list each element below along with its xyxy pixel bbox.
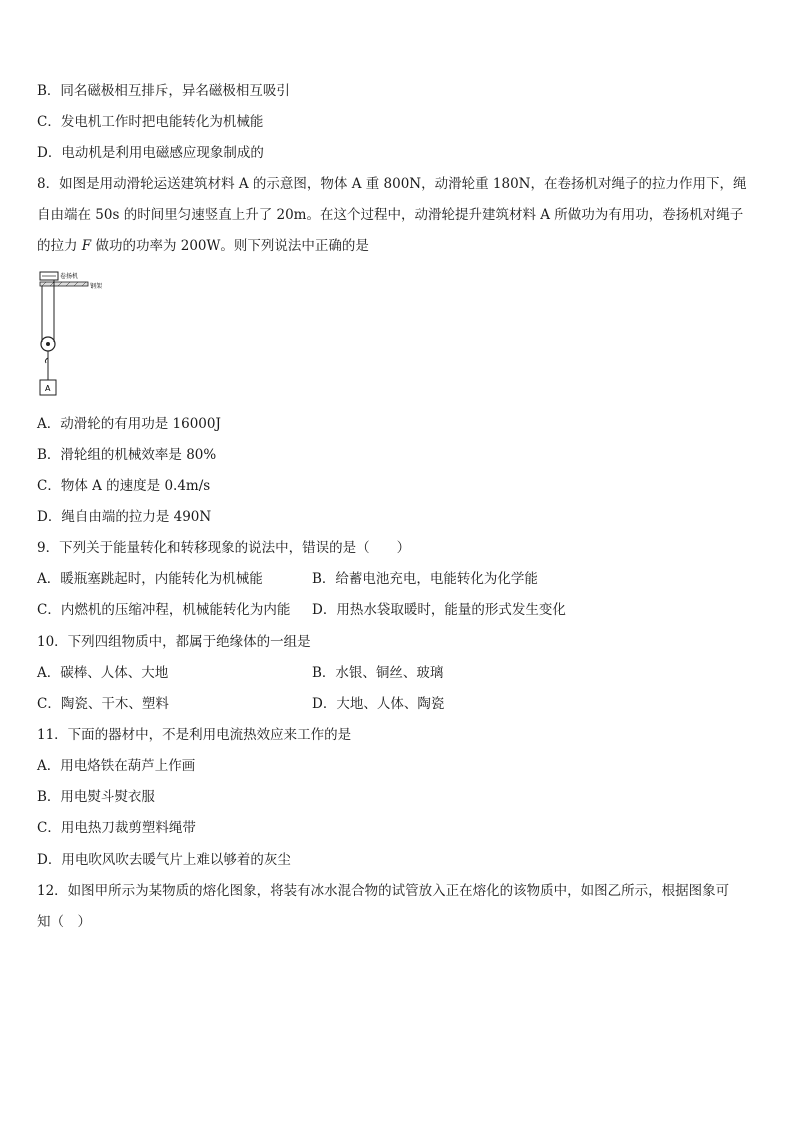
q8-option-c: C．物体 A 的速度是 0.4m/s [37,478,211,494]
q10-option-d: D．大地、人体、陶瓷 [312,696,445,712]
q8-stem-line-3 [37,236,369,256]
winch-label: 卷扬机 [60,273,79,280]
q9-option-d: D．用热水袋取暖时，能量的形式发生变化 [312,602,566,618]
q8-stem-line-1: 8．如图是用动滑轮运送建筑材料 A 的示意图，物体 A 重 800N，动滑轮重 180N，在卷扬机对绳子的拉力作用下，绳 [37,176,747,192]
q9-option-c: C．内燃机的压缩冲程，机械能转化为内能 [37,602,291,618]
q10-option-b: B．水银、铜丝、玻璃 [312,665,444,681]
q8-stem-line-3-a: 的拉力 [37,238,82,254]
q9-option-a: A．暖瓶塞跳起时，内能转化为机械能 [37,571,263,587]
q12-stem-line-1: 12．如图甲所示为某物质的熔化图象，将装有冰水混合物的试管放入正在熔化的该物质中，如图乙所示，根据图象可 [37,883,730,899]
q7-option-c: C．发电机工作时把电能转化为机械能 [37,114,264,130]
q8-option-a: A．动滑轮的有用功是 16000J [37,416,221,432]
pulley-diagram [30,268,120,400]
q8-stem-line-2: 自由端在 50s 的时间里匀速竖直上升了 20m。在这个过程中，动滑轮提升建筑材料 A 所做功为有用功，卷扬机对绳子 [37,207,744,223]
q11-option-d: D．用电吹风吹去暖气片上难以够着的灰尘 [37,852,291,868]
q7-option-d: D．电动机是利用电磁感应现象制成的 [37,145,264,161]
q11-option-c: C．用电热刀裁剪塑料绳带 [37,820,196,836]
force-variable: F [81,238,92,254]
steel-frame [40,282,88,286]
q11-stem: 11．下面的器材中，不是利用电流热效应来工作的是 [37,727,352,743]
box-a-label: A [45,384,51,393]
q8-option-d: D．绳自由端的拉力是 490N [37,509,212,525]
q11-option-a: A．用电烙铁在葫芦上作画 [37,758,196,774]
q9-option-b: B．给蓄电池充电，电能转化为化学能 [312,571,538,587]
frame-label: 钢架 [90,283,103,290]
q9-stem: 9．下列关于能量转化和转移现象的说法中，错误的是（ ） [37,540,411,556]
q8-stem-line-3-b: 做功的功率为 200W。则下列说法中正确的是 [91,238,369,254]
q10-stem: 10．下列四组物质中，都属于绝缘体的一组是 [37,634,311,650]
q10-option-a: A．碳棒、人体、大地 [37,665,169,681]
q11-option-b: B．用电熨斗熨衣服 [37,789,155,805]
q8-option-b: B．滑轮组的机械效率是 80% [37,447,217,463]
q7-option-b: B．同名磁极相互排斥，异名磁极相互吸引 [37,83,290,99]
q12-stem-line-2: 知（ ） [37,914,91,930]
q10-option-c: C．陶瓷、干木、塑料 [37,696,169,712]
